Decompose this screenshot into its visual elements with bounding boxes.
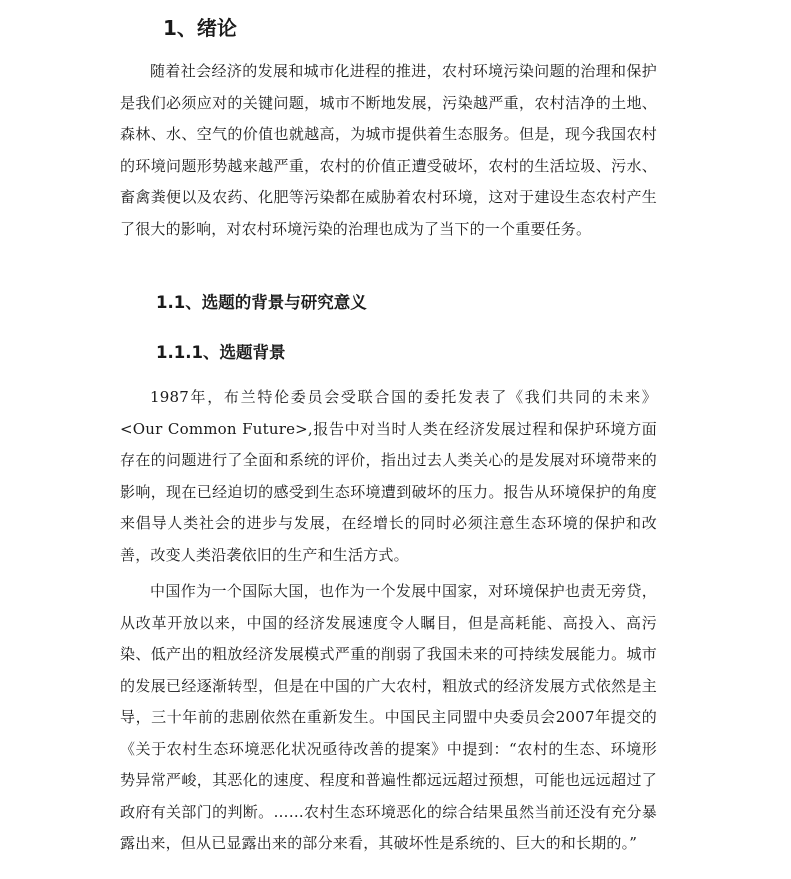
paragraph-brundtland-report: 1987年，布兰特伦委员会受联合国的委托发表了《我们共同的未来》<Our Common Future>,报告中对当时人类在经济发展过程和保护环境方面存在的问题进行了全面和系统的评价，指出过去人类关心的是发展对环境带来的影响，现在已经迫切的感受到生态环境遭到破坏的压力。报告从环境保护的角度来倡导人类社会的进步与发展，在经增长的同时必须注意生态环境的保护和改善，改变人类沿袭依旧的生产和生活方式。 — [120, 388, 657, 564]
heading-topic-background: 1.1.1、选题背景 — [156, 343, 286, 362]
paragraph-china-development: 中国作为一个国际大国，也作为一个发展中国家，对环境保护也责无旁贷，从改革开放以来，中国的经济发展速度令人瞩目，但是高耗能、高投入、高污染、低产出的粗放经济发展模式严重的削弱了我国未来的可持续发展能力。城市的发展已经逐渐转型，但是在中国的广大农村，粗放式的经济发展方式依然是主导，三十年前的悲剧依然在重新发生。中国民主同盟中央委员会2007年提交的《关于农村生态环境恶化状况亟待改善的提案》中提到：“农村的生态、环境形势异常严峻，其恶化的速度、程度和普遍性都远远超过预想，可能也远远超过了政府有关部门的判断。……农村生态环境恶化的综合结果虽然当前还没有充分暴露出来，但从已显露出来的部分来看，其破坏性是系统的、巨大的和长期的。” — [120, 582, 657, 852]
paragraph-introduction: 随着社会经济的发展和城市化进程的推进，农村环境污染问题的治理和保护是我们必须应对的关键问题，城市不断地发展，污染越严重，农村洁净的土地、森林、水、空气的价值也就越高，为城市提供着生态服务。但是，现今我国农村的环境问题形势越来越严重，农村的价值正遭受破坏，农村的生活垃圾、污水、畜禽粪便以及农药、化肥等污染都在威胁着农村环境，这对于建设生态农村产生了很大的影响，对农村环境污染的治理也成为了当下的一个重要任务。 — [120, 62, 657, 238]
heading-background-significance: 1.1、选题的背景与研究意义 — [156, 293, 367, 312]
heading-introduction: 1、绪论 — [163, 16, 237, 40]
